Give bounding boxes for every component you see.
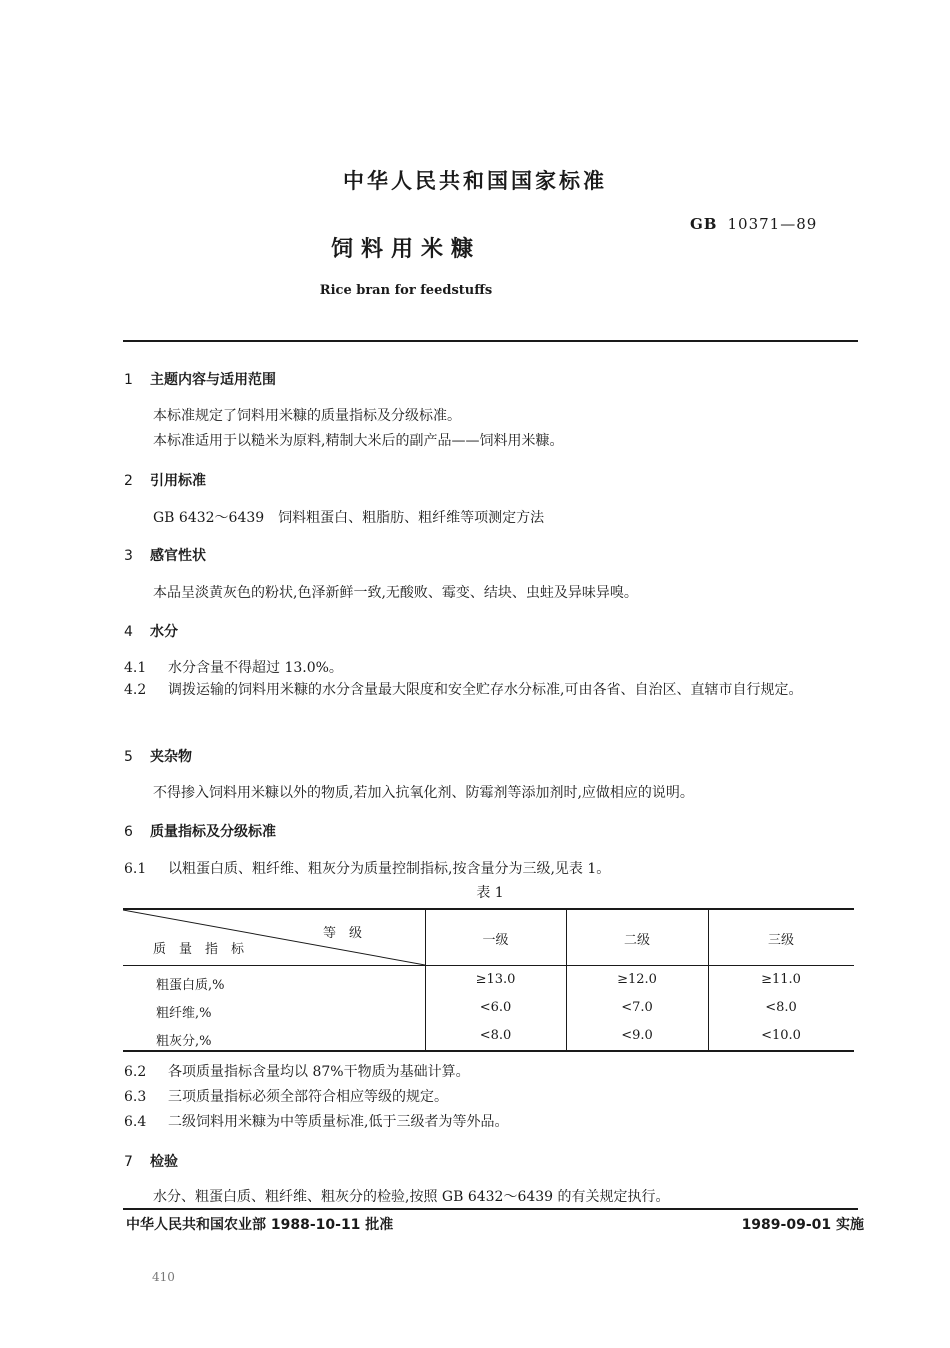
clause-4-1-text: 水分含量不得超过 13.0%。 (168, 660, 343, 676)
table-caption: 表 1 (476, 885, 504, 901)
section-4-title: 水分 (150, 624, 178, 640)
table-header-grade-2: 二级 (623, 933, 650, 948)
section-5-number: 5 (124, 749, 133, 765)
section-3-paragraph-1: 本品呈淡黄灰色的粉状,色泽新鲜一致,无酸败、霉变、结块、虫蛀及异味异嗅。 (153, 585, 638, 601)
clause-6-1 (124, 858, 610, 878)
table-row-label-crude-protein: 粗蛋白质,% (156, 978, 225, 993)
section-1-paragraph-2: 本标准适用于以糙米为原料,精制大米后的副产品——饲料用米糠。 (153, 433, 564, 449)
document-title-en: Rice bran for feedstuffs (319, 283, 493, 298)
table-cell: <8.0 (479, 1028, 512, 1043)
table-cell: <10.0 (761, 1028, 801, 1043)
section-2-heading (124, 470, 206, 490)
clause-4-1 (124, 657, 343, 677)
clause-6-1-text: 以粗蛋白质、粗纤维、粗灰分为质量控制指标,按含量分为三级,见表 1。 (168, 861, 611, 877)
clause-6-3 (124, 1086, 448, 1106)
table-corner-indicator-label: 质 量 指 标 (153, 942, 245, 957)
table-bottom-border (123, 1050, 854, 1052)
bottom-rule (123, 1208, 858, 1210)
clause-6-4-number: 6.4 (124, 1114, 147, 1130)
table-cell: <6.0 (479, 1000, 512, 1015)
quality-grade-table (123, 908, 854, 1052)
section-2-title: 引用标准 (150, 473, 206, 489)
section-3-heading (124, 545, 206, 565)
implementation-date: 1989-09-01 实施 (741, 1217, 864, 1233)
clause-6-2 (124, 1061, 470, 1081)
standard-code (690, 215, 817, 233)
national-standard-heading: 中华人民共和国国家标准 (343, 169, 607, 193)
table-header-grade-1: 一级 (482, 933, 509, 948)
table-cell: <7.0 (621, 1000, 653, 1015)
table-corner-grade-label: 等 级 (323, 926, 363, 941)
clause-6-4 (124, 1111, 508, 1131)
clause-6-1-number: 6.1 (124, 861, 147, 877)
clause-4-2-number: 4.2 (124, 682, 147, 698)
section-5-title: 夹杂物 (150, 749, 192, 765)
section-6-number: 6 (124, 824, 133, 840)
section-1-title: 主题内容与适用范围 (150, 372, 276, 388)
section-6-title: 质量指标及分级标准 (150, 824, 276, 840)
section-4-number: 4 (124, 624, 133, 640)
standard-code-number: 10371—89 (727, 215, 818, 233)
section-1-number: 1 (124, 372, 133, 388)
top-rule (123, 340, 858, 342)
section-6-heading (124, 821, 276, 841)
section-5-paragraph-1: 不得掺入饲料用米糠以外的物质,若加入抗氧化剂、防霉剂等添加剂时,应做相应的说明。 (153, 785, 694, 801)
section-3-title: 感官性状 (150, 548, 206, 564)
clause-4-2-text: 调拨运输的饲料用米糠的水分含量最大限度和安全贮存水分标准,可由各省、自治区、直辖市自行规定。 (168, 682, 803, 698)
table-header-grade-3: 三级 (767, 933, 794, 948)
table-cell: ≥12.0 (617, 972, 657, 987)
section-2-number: 2 (124, 473, 133, 489)
table-row-label-crude-ash: 粗灰分,% (156, 1034, 212, 1049)
table-cell: <9.0 (621, 1028, 653, 1043)
section-4-heading (124, 621, 178, 641)
clause-6-2-number: 6.2 (124, 1064, 147, 1080)
section-2-paragraph-1: GB 6432～6439 饲料粗蛋白、粗脂肪、粗纤维等项测定方法 (153, 510, 545, 526)
clause-6-2-text: 各项质量指标含量均以 87%干物质为基础计算。 (168, 1064, 470, 1080)
section-7-number: 7 (124, 1154, 133, 1170)
section-5-heading (124, 746, 192, 766)
section-1-heading (124, 369, 276, 389)
document-title-cn: 饲料用米糠 (330, 237, 481, 262)
table-cell: ≥13.0 (475, 972, 516, 987)
table-cell: <8.0 (765, 1000, 797, 1015)
section-7-paragraph-1: 水分、粗蛋白质、粗纤维、粗灰分的检验,按照 GB 6432～6439 的有关规定执行。 (153, 1189, 670, 1205)
standard-code-prefix: GB (690, 215, 718, 233)
clause-6-3-text: 三项质量指标必须全部符合相应等级的规定。 (168, 1089, 448, 1105)
table-corner-diagonal (123, 908, 425, 966)
page-number: 410 (152, 1270, 175, 1284)
section-7-title: 检验 (150, 1154, 178, 1170)
section-7-heading (124, 1151, 178, 1171)
clause-4-2 (124, 677, 862, 704)
clause-6-3-number: 6.3 (124, 1089, 147, 1105)
clause-6-4-text: 二级饲料用米糠为中等质量标准,低于三级者为等外品。 (168, 1114, 509, 1130)
clause-4-1-number: 4.1 (124, 660, 147, 676)
table-row-label-crude-fiber: 粗纤维,% (156, 1006, 212, 1021)
section-1-paragraph-1: 本标准规定了饲料用米糠的质量指标及分级标准。 (153, 408, 461, 424)
table-cell: ≥11.0 (761, 972, 801, 987)
section-3-number: 3 (124, 548, 133, 564)
approval-statement: 中华人民共和国农业部 1988-10-11 批准 (126, 1217, 394, 1233)
